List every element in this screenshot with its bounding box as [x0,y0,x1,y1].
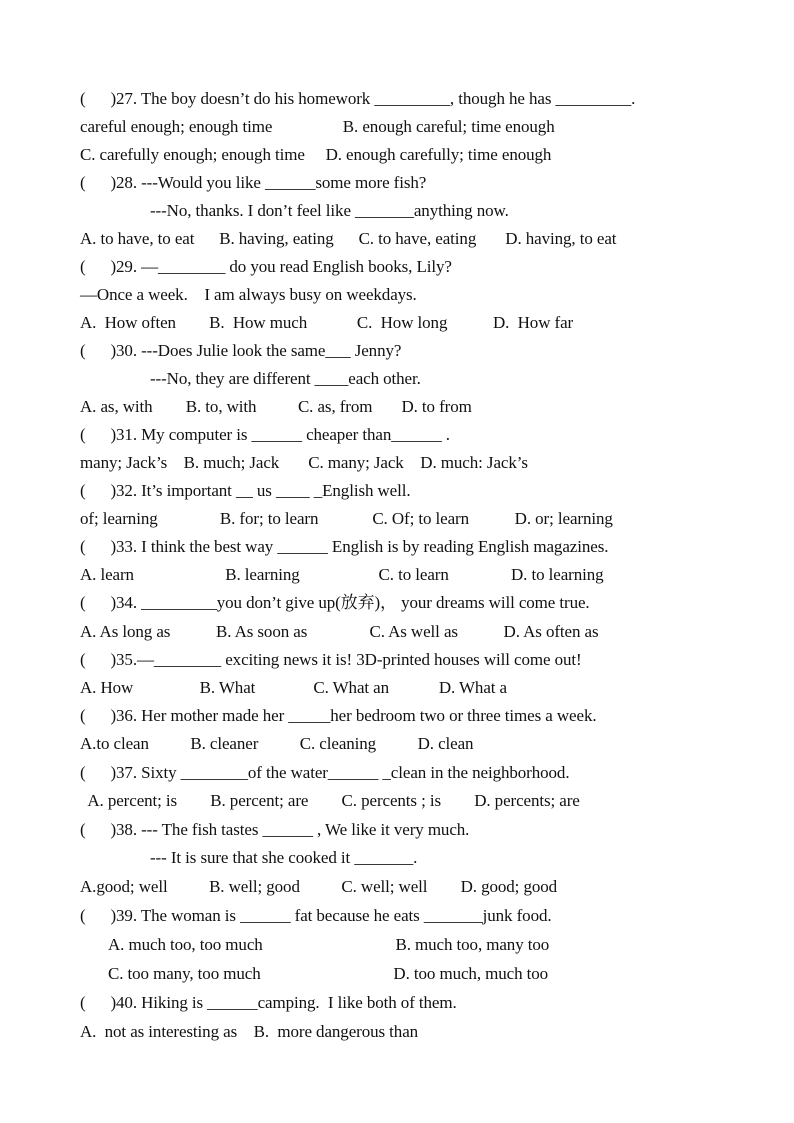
q39-options-row2: C. too many, too much D. too much, much too [108,964,549,983]
q27-options-row2: C. carefully enough; enough time D. enough carefully; time enough [80,145,552,164]
q40-stem: ( )40. Hiking is ______camping. I like both of them. [80,993,457,1012]
q29-stem: ( )29. —________ do you read English books, Lily? [80,257,452,276]
q33-options: A. learn B. learning C. to learn D. to learning [80,565,604,584]
q29-stem-reply: —Once a week. I am always busy on weekdays. [80,285,417,304]
q32-options: of; learning B. for; to learn C. Of; to learn D. or; learning [80,509,613,528]
q36-options: A.to clean B. cleaner C. cleaning D. clean [80,734,474,753]
q33-stem: ( )33. I think the best way ______ English is by reading English magazines. [80,537,609,556]
q38-stem-reply: --- It is sure that she cooked it _______. [150,848,418,867]
q38-options: A.good; well B. well; good C. well; well D. good; good [80,877,558,896]
q30-stem-reply: ---No, they are different ____each other. [150,369,421,388]
q36-stem: ( )36. Her mother made her _____her bedroom two or three times a week. [80,706,597,725]
q32-stem: ( )32. It’s important __ us ____ _English well. [80,481,411,500]
q34-options: A. As long as B. As soon as C. As well as D. As often as [80,622,599,641]
q37-options: A. percent; is B. percent; are C. percents ; is D. percents; are [80,791,580,810]
q28-options: A. to have, to eat B. having, eating C. to have, eating D. having, to eat [80,229,617,248]
q28-stem: ( )28. ---Would you like ______some more fish? [80,173,427,192]
q29-options: A. How often B. How much C. How long D. How far [80,313,574,332]
q28-stem-reply: ---No, thanks. I don’t feel like _______anything now. [150,201,509,220]
q35-stem: ( )35.—________ exciting news it is! 3D-printed houses will come out! [80,650,582,669]
q34-stem: ( )34. _________you don’t give up(放弃)， your dreams will come true. [80,593,590,612]
q39-options-row1: A. much too, too much B. much too, many too [108,935,550,954]
q30-stem: ( )30. ---Does Julie look the same___ Jenny? [80,341,402,360]
q31-stem: ( )31. My computer is ______ cheaper than______ . [80,425,450,444]
q27-options-row1: careful enough; enough time B. enough careful; time enough [80,117,555,136]
q37-stem: ( )37. Sixty ________of the water______ _clean in the neighborhood. [80,763,570,782]
q40-options-row1: A. not as interesting as B. more dangerous than [80,1022,419,1041]
q35-options: A. How B. What C. What an D. What a [80,678,507,697]
q27-stem: ( )27. The boy doesn’t do his homework _________, though he has _________. [80,89,636,108]
q30-options: A. as, with B. to, with C. as, from D. to from [80,397,472,416]
q38-stem: ( )38. --- The fish tastes ______ , We like it very much. [80,820,470,839]
q39-stem: ( )39. The woman is ______ fat because he eats _______junk food. [80,906,552,925]
q31-options: many; Jack’s B. much; Jack C. many; Jack D. much: Jack’s [80,453,528,472]
